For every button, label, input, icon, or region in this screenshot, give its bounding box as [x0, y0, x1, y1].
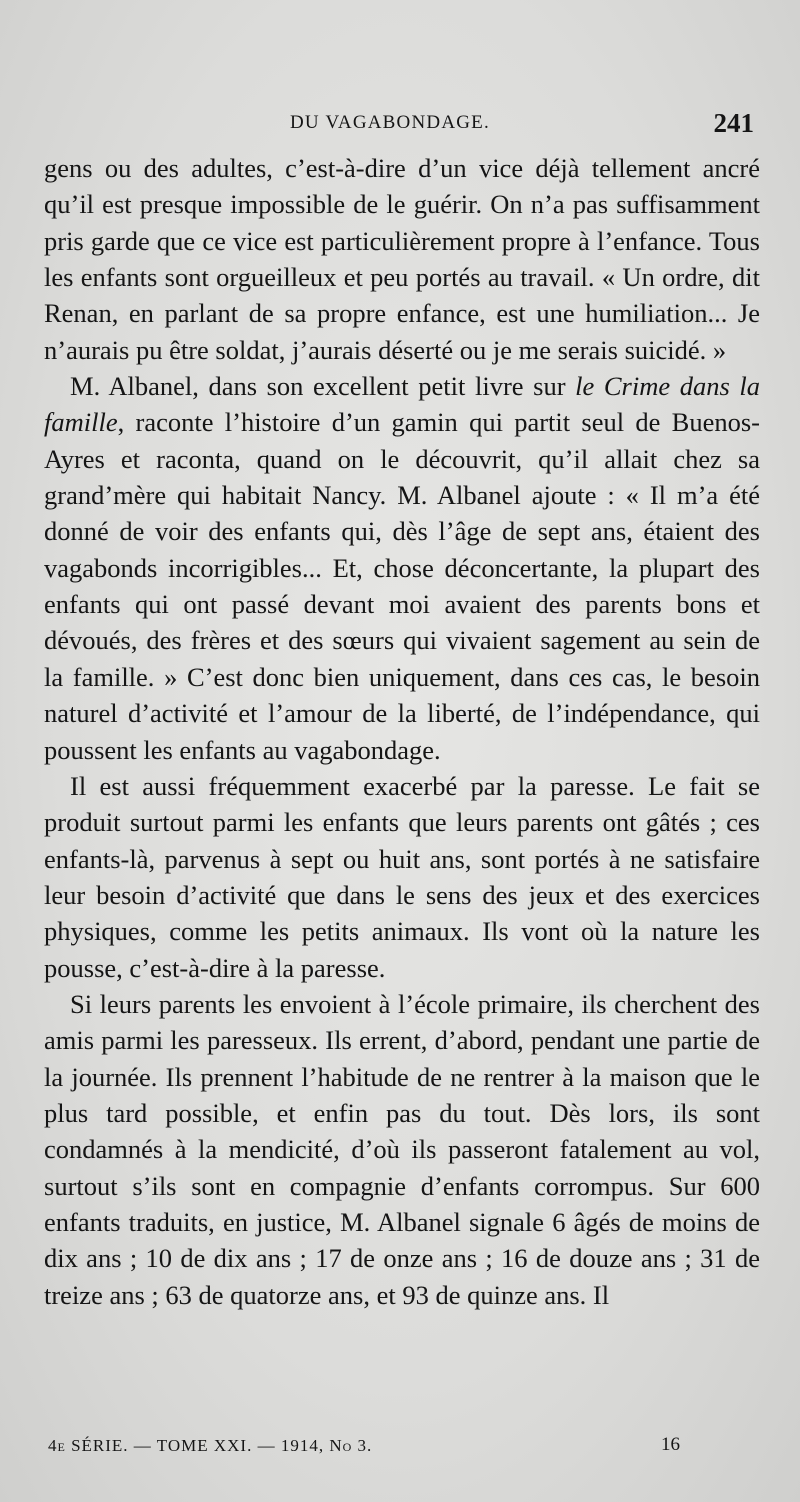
- page-footer: [40, 1436, 760, 1464]
- italic-title: le Crime dans la famille: [44, 371, 760, 438]
- text-run: gens ou des adultes, c’est-à-dire d’un vice déjà tellement ancré qu’il est presque impossible de le guérir. On n’a pas suffisamment pris garde que ce vice est particulièrement propre à l’enfance. Tous les enfants sont orgueilleux et peu portés au travail. « Un ordre, dit Renan, en parlant de sa propre enfance, est une humiliation... Je n’aurais pu être soldat, j’aurais déserté ou je me serais suicidé. »: [44, 153, 760, 365]
- paragraph: [44, 150, 760, 368]
- page-number: 241: [713, 108, 754, 138]
- paragraph: [44, 368, 760, 768]
- body-text: [44, 150, 760, 1313]
- text-run: Il est aussi fréquemment exacerbé par la paresse. Le fait se produit surtout parmi les enfants que leurs parents ont gâtés ; ces enfants-là, parvenus à sept ou huit ans, sont portés à ne satisfaire leur besoin d’activité que dans le sens des jeux et des exercices physiques, comme les petits animaux. Ils vont où la nature les pousse, c’est-à-dire à la paresse.: [44, 770, 760, 983]
- running-head: [40, 108, 760, 142]
- sheet-number: 16: [661, 1434, 680, 1455]
- text-run: M. Albanel, dans son excellent petit livre sur: [70, 371, 576, 402]
- signature-line: 4e SÉRIE. — TOME XXI. — 1914, No 3.: [48, 1436, 373, 1455]
- paragraph: [44, 768, 760, 986]
- text-run: Si leurs parents les envoient à l’école primaire, ils cherchent des amis parmi les paresseux. Ils errent, d’abord, pendant une partie de la journée. Ils prennent l’habitude de ne rentrer à la maison que le plus tard possible, et enfin pas du tout. Dès lors, ils sont condamnés à la mendicité, d’où ils passeront fatalement au vol, surtout s’ils sont en compagnie d’enfants corrompus. Sur 600 enfants traduits, en justice, M. Albanel signale 6 âgés de moins de dix ans ; 10 de dix ans ; 17 de onze ans ; 16 de douze ans ; 31 de treize ans ; 63 de quatorze ans, et 93 de quinze ans. Il: [44, 988, 760, 1310]
- text-run: , raconte l’histoire d’un gamin qui partit seul de Buenos-Ayres et raconta, quand on le découvrit, qu’il allait chez sa grand’mère qui habitait Nancy. M. Albanel ajoute : « Il m’a été donné de voir des enfants qui, dès l’âge de sept ans, étaient des vagabonds incorrigibles... Et, chose déconcertante, la plupart des enfants qui ont passé devant moi avaient des parents bons et dévoués, des frères et des sœurs qui vivaient sagement au sein de la famille. » C’est donc bien uniquement, dans ces cas, le besoin naturel d’activité et l’amour de la liberté, de l’indépendance, qui poussent les enfants au vagabondage.: [44, 407, 760, 765]
- paragraph: [44, 986, 760, 1313]
- running-title: DU VAGABONDAGE.: [290, 112, 490, 133]
